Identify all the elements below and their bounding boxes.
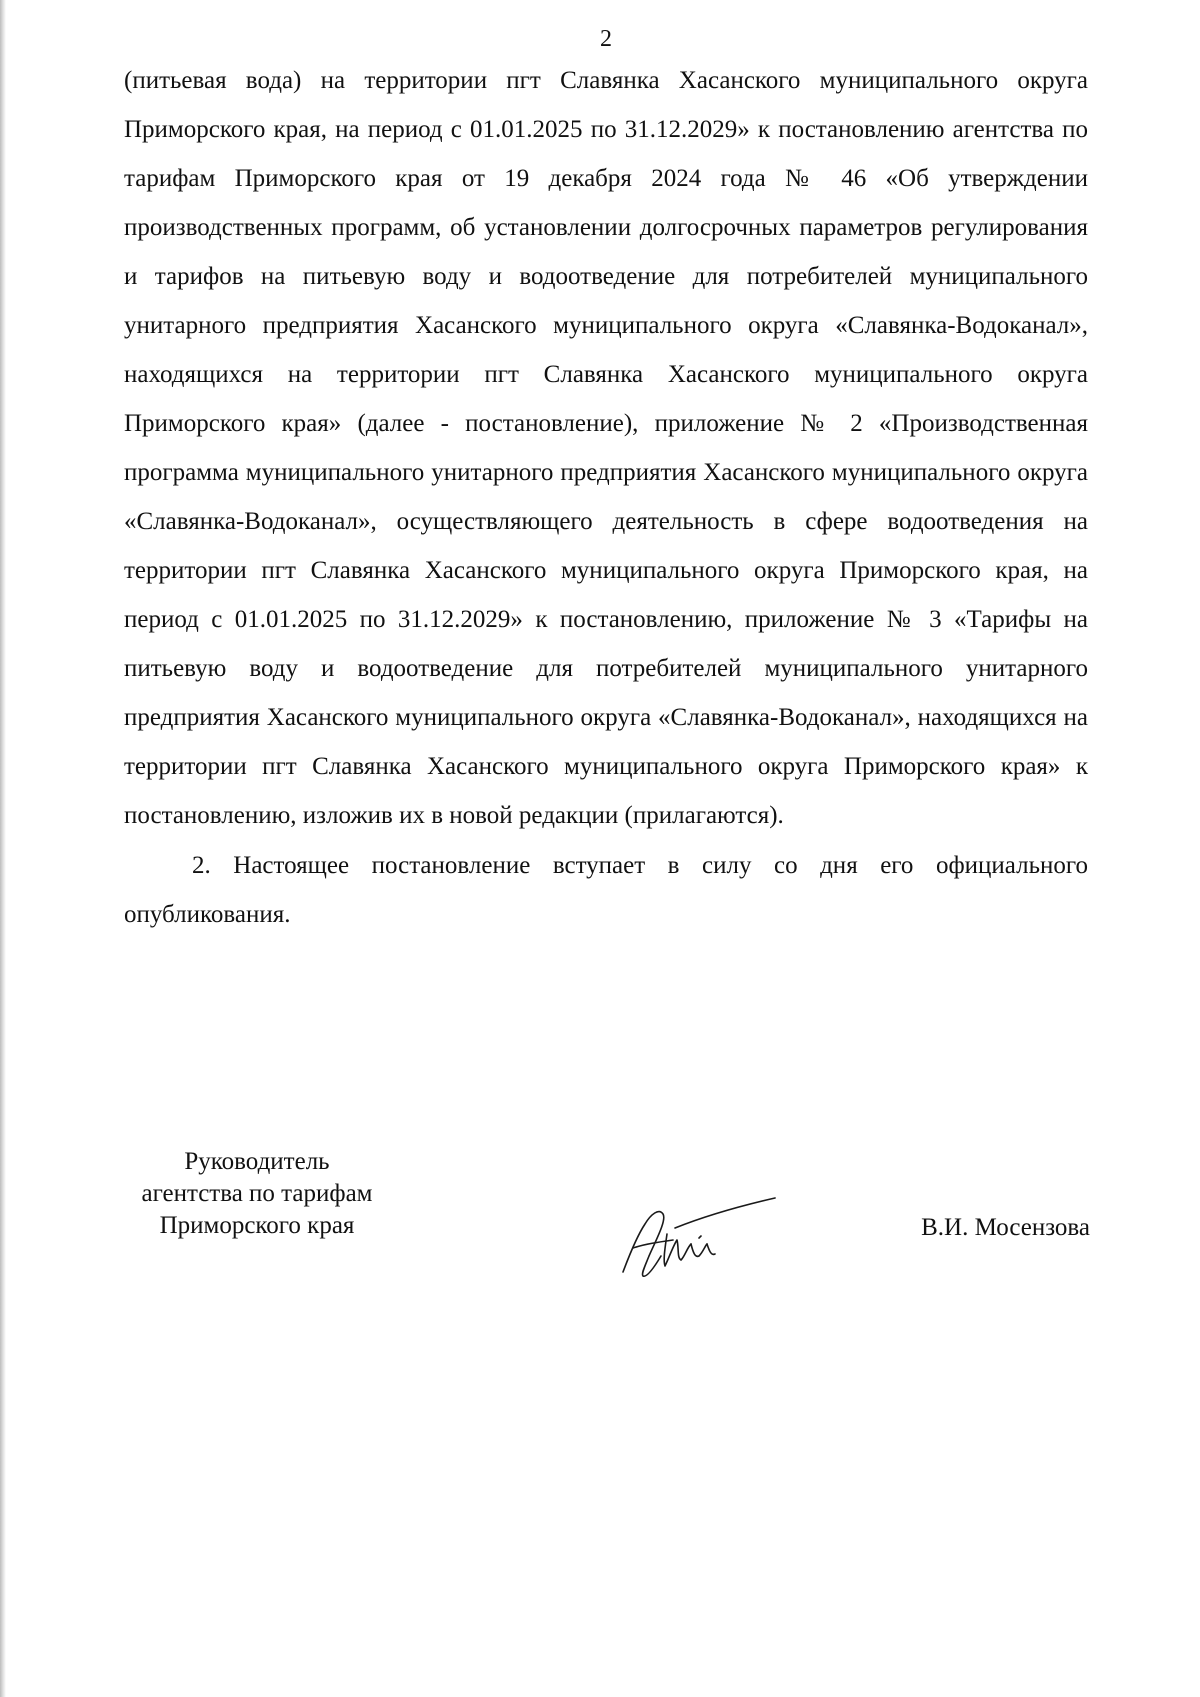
handwritten-signature-icon [615, 1186, 785, 1286]
signatory-position-line-2: агентства по тарифам [141, 1180, 373, 1207]
signatory-position [112, 1146, 402, 1242]
signatory-position-line-1: Руководитель [184, 1148, 330, 1175]
page-number: 2 [600, 26, 612, 52]
document-body [124, 56, 1088, 939]
signatory-position-line-3: Приморского края [159, 1212, 355, 1239]
signature-block [0, 1146, 1200, 1286]
scan-left-edge-shadow [0, 0, 6, 1697]
signatory-name: В.И. Мосензова [921, 1214, 1090, 1241]
paragraph-effective-date: 2. Настоящее постановление вступает в силу со дня его официального опубликования. [124, 852, 1088, 928]
paragraph-continuation: (питьевая вода) на территории пгт Славянка Хасанского муниципального округа Приморского края, на период с 01.01.2025 по 31.12.2029» к постановлению агентства по тарифам Приморского края от 19 декабря 2024 года № 46 «Об утверждении производственных программ, об установлении долгосрочных параметров регулирования и тарифов на питьевую воду и водоотведение для потребителей муниципального унитарного предприятия Хасанского муниципального округа «Славянка-Водоканал», находящихся на территории пгт Славянка Хасанского муниципального округа Приморского края» (далее - постановление), приложение № 2 «Производственная программа муниципального унитарного предприятия Хасанского муниципального округа «Славянка-Водоканал», осуществляющего деятельность в сфере водоотведения на территории пгт Славянка Хасанского муниципального округа Приморского края, на период с 01.01.2025 по 31.12.2029» к постановлению, приложение № 3 «Тарифы на питьевую воду и водоотведение для потребителей муниципального унитарного предприятия Хасанского муниципального округа «Славянка-Водоканал», находящихся на территории пгт Славянка Хасанского муниципального округа Приморского края» к постановлению, изложив их в новой редакции (прилагаются). [124, 67, 1088, 829]
